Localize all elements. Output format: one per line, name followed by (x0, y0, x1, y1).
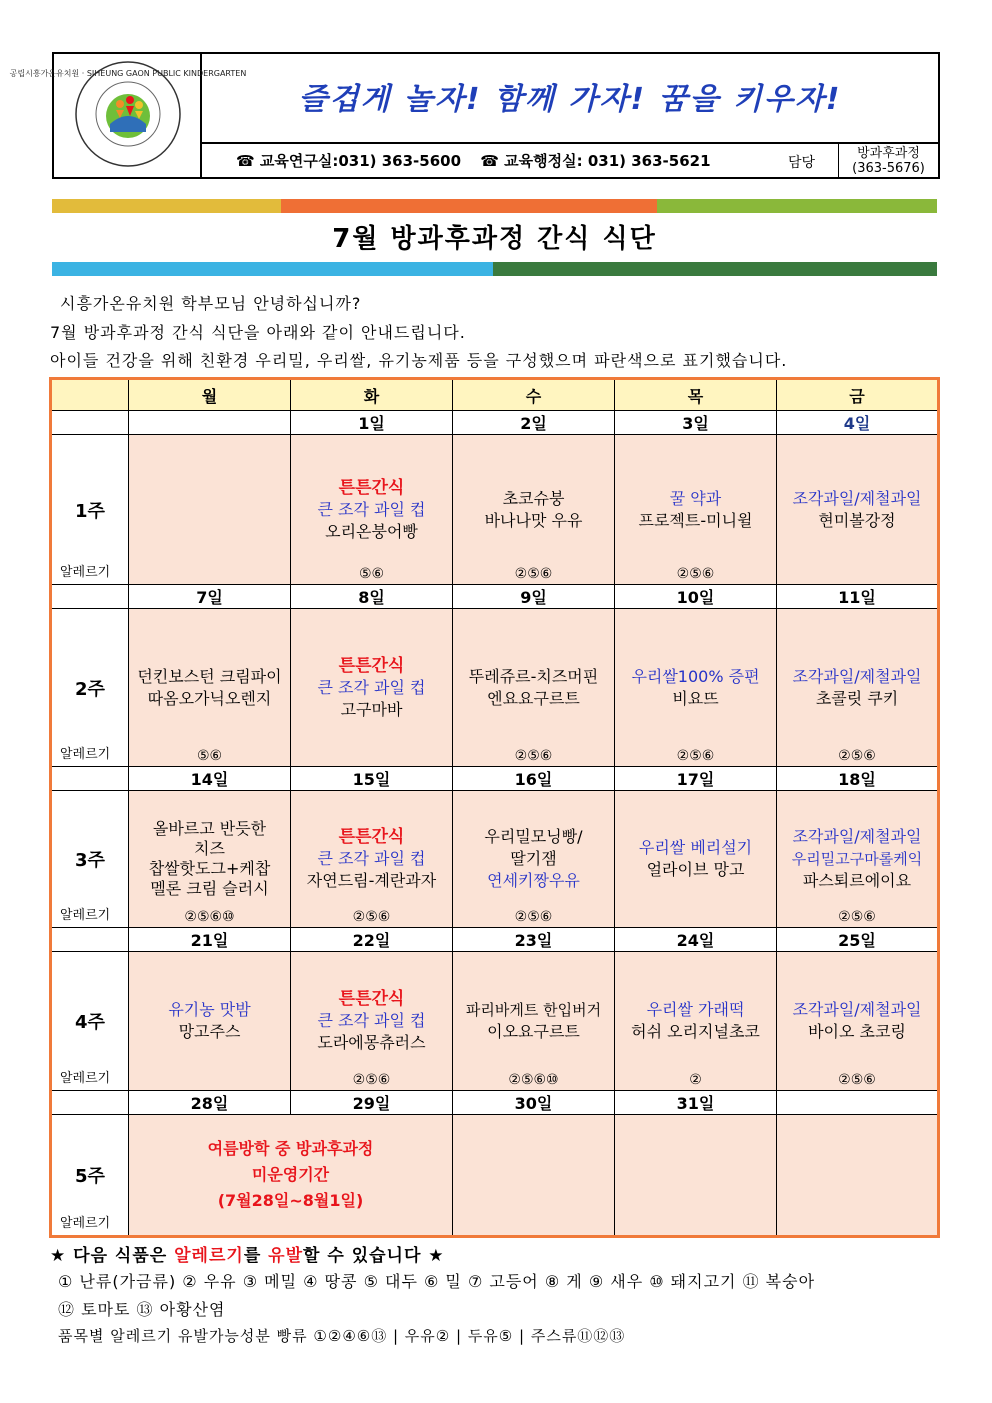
menu-item: 파리바게트 한입버거 (465, 1000, 602, 1019)
date-cell: 29일 (291, 1090, 453, 1114)
menu-cell (453, 1114, 615, 1236)
day-fri: 금 (777, 379, 939, 411)
menu-item: 조각과일/제철과일 (792, 999, 922, 1019)
menu-row-week2 (51, 609, 939, 767)
menu-item: 우리쌀100% 증편 (631, 666, 760, 686)
menu-item: 딸기잼 (510, 849, 557, 868)
menu-item: 프로젝트-미니윌 (638, 510, 753, 530)
vacation-notice: (7월28일~8월1일) (217, 1190, 364, 1210)
menu-cell (291, 609, 453, 767)
date-cell: 25일 (777, 927, 939, 951)
week-label-spacer (51, 585, 129, 609)
allergen-by-item: 품목별 알레르기 유발가능성분 빵류 ①②④⑥⑬ | 우유② | 두유⑤ | 주스류⑪⑫⑬ (58, 1327, 626, 1345)
menu-item: 이오요구르트 (487, 1021, 580, 1041)
menu-cell (615, 1114, 777, 1236)
menu-cell (777, 435, 939, 585)
week-label (51, 951, 129, 1090)
allergy-codes: ⑤⑥ (358, 566, 385, 583)
menu-item: 조각과일/제철과일 (792, 488, 922, 508)
menu-item: 튼튼간식 (338, 477, 405, 498)
charge-name: 방과후과정 (857, 146, 920, 161)
intro-line-3: 아이들 건강을 위해 친환경 우리밀, 우리쌀, 유기농제품 등을 구성했으며 파란색으로 표기했습니다. (50, 351, 788, 370)
allergy-codes: ⑤⑥ (196, 748, 223, 765)
menu-item: 따옴오가닉오렌지 (147, 688, 272, 708)
letterhead (9, 52, 940, 179)
vacation-notice: 여름방학 중 방과후과정 (207, 1138, 374, 1158)
menu-cell (453, 609, 615, 767)
menu-item: 조각과일/제철과일 (792, 827, 922, 846)
week-label-spacer (51, 411, 129, 435)
week-label (51, 435, 129, 585)
date-cell: 14일 (129, 767, 291, 791)
warning-allergy-word: 알레르기 (174, 1246, 244, 1266)
allergy-codes: ②⑤⑥ (838, 1071, 876, 1088)
divider-bar-darkgreen (493, 262, 937, 276)
vacation-notice-cell (129, 1114, 453, 1236)
menu-cell (615, 951, 777, 1090)
warning-trigger-word: 유발 (268, 1246, 304, 1266)
menu-item: 던킨보스턴 크림파이 (137, 666, 282, 686)
allergy-label: 알레르기 (60, 907, 111, 923)
allergy-label: 알레르기 (60, 565, 111, 581)
day-thu: 목 (615, 379, 777, 411)
date-cell: 24일 (615, 927, 777, 951)
menu-item: 망고주스 (178, 1021, 241, 1041)
menu-item: 튼튼간식 (338, 655, 405, 676)
allergy-codes: ②⑤⑥⑩ (508, 1071, 559, 1088)
menu-item: 허쉬 오리지널초코 (631, 1021, 760, 1041)
logo-text: 공립시흥가온유치원 · SIHEUNG GAON PUBLIC KINDERGARTEN (9, 69, 247, 78)
menu-item: 튼튼간식 (338, 988, 405, 1009)
allergy-label: 알레르기 (60, 1070, 111, 1086)
menu-cell (129, 951, 291, 1090)
allergy-codes: ②⑤⑥ (676, 748, 715, 765)
menu-item: 현미볼강정 (818, 510, 896, 530)
date-cell: 21일 (129, 927, 291, 951)
menu-cell (615, 609, 777, 767)
allergen-list-2: ⑫ 토마토 ⑬ 아황산염 (58, 1300, 226, 1319)
week-number: 3주 (75, 850, 105, 871)
menu-item: 비요뜨 (672, 688, 719, 708)
weekday-header-row (51, 379, 939, 411)
menu-item: 초콜릿 쿠키 (815, 688, 899, 708)
kindergarten-logo-icon (9, 58, 247, 170)
page-title: 7월 방과후과정 간식 식단 (332, 224, 657, 254)
menu-cell (129, 791, 291, 927)
allergy-codes: ②⑤⑥⑩ (184, 908, 235, 925)
menu-row-week4 (51, 951, 939, 1090)
menu-cell (777, 951, 939, 1090)
date-cell: 15일 (291, 767, 453, 791)
date-cell: 9일 (453, 585, 615, 609)
week-label-spacer (51, 927, 129, 951)
menu-item: 얼라이브 망고 (646, 860, 745, 879)
menu-item: 도라에몽츄러스 (317, 1032, 426, 1052)
warning-prefix: ★ 다음 식품은 (50, 1246, 175, 1266)
menu-item: 우리밀고구마롤케익 (791, 850, 923, 868)
menu-item: 바나나맛 우유 (484, 510, 583, 530)
week-number: 1주 (75, 500, 105, 522)
intro-line-1: 시흥가온유치원 학부모님 안녕하십니까? (60, 294, 362, 313)
allergy-codes: ②⑤⑥ (676, 566, 715, 583)
allergy-codes: ②⑤⑥ (514, 566, 553, 583)
menu-cell (129, 609, 291, 767)
menu-item: 멜론 크림 슬러시 (150, 879, 269, 898)
menu-item: 우리밀모닝빵/ (484, 827, 583, 846)
menu-row-week3 (51, 791, 939, 927)
menu-item: 초코슈붕 (502, 488, 565, 508)
allergy-codes: ②⑤⑥ (514, 908, 553, 925)
menu-cell (291, 791, 453, 927)
menu-item: 찹쌀핫도그+케찹 (148, 859, 271, 878)
menu-cell (777, 1114, 939, 1236)
phone-research: ☎ 교육연구실:031) 363-5600 (236, 152, 462, 170)
menu-cell (615, 791, 777, 927)
menu-cell (129, 435, 291, 585)
menu-item: 올바르고 반듯한 (152, 819, 267, 838)
menu-cell (453, 435, 615, 585)
phone-admin: ☎ 교육행정실: 031) 363-5621 (480, 152, 711, 170)
menu-cell (291, 435, 453, 585)
date-cell: 30일 (453, 1090, 615, 1114)
date-cell: 7일 (129, 585, 291, 609)
allergy-codes: ②⑤⑥ (838, 748, 876, 765)
date-cell: 23일 (453, 927, 615, 951)
date-cell: 3일 (615, 411, 777, 435)
date-cell: 31일 (615, 1090, 777, 1114)
charge-label: 담당 (788, 155, 816, 171)
date-cell: 17일 (615, 767, 777, 791)
menu-item: 큰 조각 과일 컵 (317, 849, 426, 868)
date-cell: 10일 (615, 585, 777, 609)
allergy-codes: ②⑤⑥ (352, 908, 391, 925)
phone-numbers (236, 150, 725, 171)
menu-row-week5 (51, 1114, 939, 1236)
menu-item: 엔요요구르트 (487, 688, 580, 708)
date-row-week1 (51, 411, 939, 435)
menu-cell (453, 951, 615, 1090)
allergy-label: 알레르기 (60, 747, 111, 763)
menu-cell (291, 951, 453, 1090)
slogan: 즐겁게 놀자! 함께 가자! 꿈을 키우자! (202, 54, 938, 144)
snack-menu-table (49, 377, 940, 1238)
vacation-notice: 미운영기간 (251, 1164, 330, 1184)
allergy-warning (50, 1241, 445, 1266)
menu-row-week1 (51, 435, 939, 585)
contact-row (202, 144, 938, 177)
divider-bar-green (657, 199, 937, 213)
day-mon: 월 (129, 379, 291, 411)
menu-item: 유기농 맛밤 (168, 999, 251, 1019)
date-cell: 11일 (777, 585, 939, 609)
menu-cell (777, 791, 939, 927)
menu-item: 큰 조각 과일 컵 (317, 1010, 426, 1030)
menu-item: 연세키짱우유 (487, 871, 580, 890)
menu-item: 튼튼간식 (338, 827, 405, 847)
date-cell: 16일 (453, 767, 615, 791)
day-tue: 화 (291, 379, 453, 411)
menu-item: 우리쌀 베리설기 (638, 838, 753, 857)
menu-item: 자연드림-계란과자 (306, 871, 437, 890)
menu-item: 큰 조각 과일 컵 (317, 677, 426, 697)
menu-item: 오리온붕어빵 (325, 521, 418, 541)
menu-item: 큰 조각 과일 컵 (317, 499, 426, 519)
menu-item: 파스퇴르에이요 (802, 871, 912, 890)
menu-item: 꿀 약과 (669, 488, 722, 508)
menu-item: 뚜레쥬르-치즈머핀 (468, 666, 599, 686)
date-cell: 4일 (777, 411, 939, 435)
date-cell: 22일 (291, 927, 453, 951)
logo-cell (9, 54, 247, 177)
day-wed: 수 (453, 379, 615, 411)
date-cell: 8일 (291, 585, 453, 609)
charge-box (838, 144, 938, 177)
week-label-spacer (51, 1090, 129, 1114)
divider-bar-orange (281, 199, 657, 213)
week-number: 5주 (75, 1165, 105, 1187)
menu-cell (453, 791, 615, 927)
menu-cell (615, 435, 777, 585)
warning-mid: 를 (243, 1246, 269, 1266)
allergy-codes: ②⑤⑥ (352, 1071, 391, 1088)
week-label (51, 1114, 129, 1236)
menu-item: 바이오 초코링 (808, 1021, 906, 1041)
allergy-label: 알레르기 (60, 1216, 111, 1231)
divider-bar-blue (52, 262, 493, 276)
divider-bar-yellow (52, 199, 281, 213)
date-cell (129, 411, 291, 435)
allergy-codes: ②⑤⑥ (514, 748, 553, 765)
allergy-codes: ② (689, 1071, 702, 1088)
date-cell: 1일 (291, 411, 453, 435)
intro-line-2: 7월 방과후과정 간식 식단을 아래와 같이 안내드립니다. (50, 323, 466, 342)
week-label (51, 791, 129, 927)
week-number: 2주 (75, 678, 105, 700)
menu-item: 우리쌀 가래떡 (646, 999, 745, 1019)
date-cell: 2일 (453, 411, 615, 435)
allergy-codes: ②⑤⑥ (838, 908, 876, 925)
menu-item: 조각과일/제철과일 (792, 666, 922, 686)
allergen-list-1: ① 난류(가금류) ② 우유 ③ 메밀 ④ 땅콩 ⑤ 대두 ⑥ 밀 ⑦ 고등어 ⑧ 게 ⑨ 새우 ⑩ 돼지고기 ⑪ 복숭아 (58, 1272, 816, 1291)
menu-item: 치즈 (194, 839, 225, 858)
week-label-spacer (51, 767, 129, 791)
warning-suffix: 할 수 있습니다 ★ (303, 1246, 445, 1266)
corner-cell (51, 379, 129, 411)
week-number: 4주 (75, 1011, 105, 1033)
charge-phone: (363-5676) (852, 161, 925, 176)
menu-item: 고구마바 (340, 699, 403, 719)
date-cell: 28일 (129, 1090, 291, 1114)
date-cell: 18일 (777, 767, 939, 791)
week-label (51, 609, 129, 767)
menu-cell (777, 609, 939, 767)
